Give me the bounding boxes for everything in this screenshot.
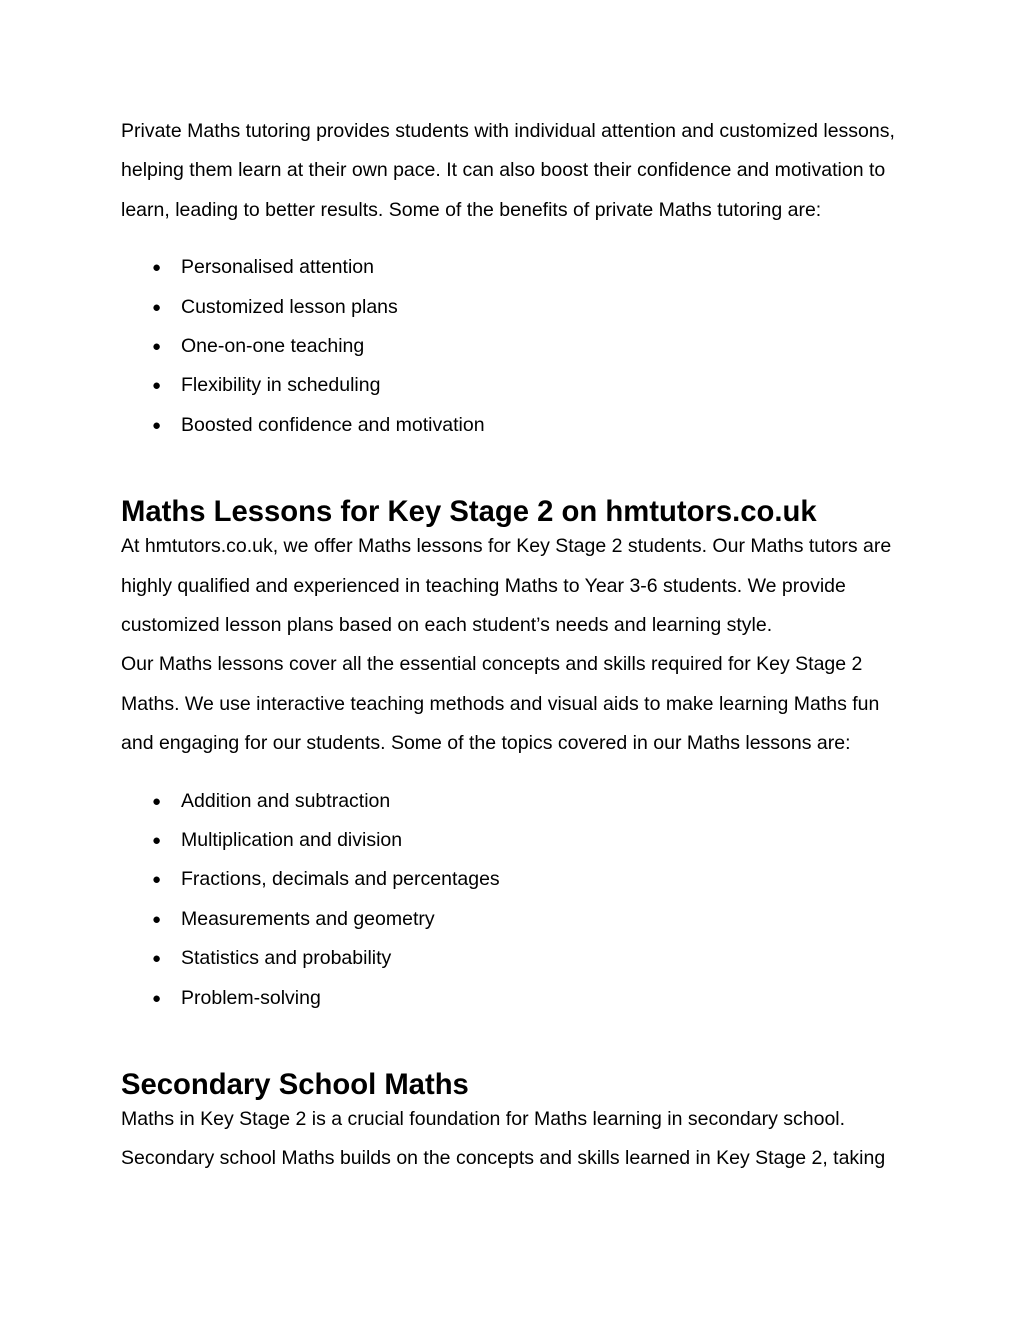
list-item: [121, 900, 911, 939]
list-item: [121, 860, 911, 899]
list-item-text: Fractions, decimals and percentages: [181, 868, 500, 891]
list-item: [121, 366, 911, 405]
bullet-icon: ●: [152, 298, 162, 316]
list-item-text: Problem-solving: [181, 986, 321, 1009]
ks2-heading: Maths Lessons for Key Stage 2 on hmtutors.co.uk: [121, 496, 817, 529]
bullet-icon: ●: [152, 259, 162, 277]
bullet-icon: ●: [152, 416, 162, 434]
bullet-icon: ●: [152, 377, 162, 395]
list-item-text: Boosted confidence and motivation: [181, 413, 485, 436]
list-item: [121, 821, 911, 860]
bullet-icon: ●: [152, 338, 162, 355]
bullet-icon: ●: [152, 950, 162, 968]
list-item-text: Statistics and probability: [181, 947, 392, 970]
list-item: [121, 782, 911, 821]
list-item: [121, 979, 911, 1018]
list-item: [121, 406, 911, 445]
list-item-text: Multiplication and division: [181, 829, 403, 851]
list-item: [121, 288, 911, 327]
intro-paragraph: Private Maths tutoring provides students with individual attention and customized lessons, helping them learn at their own pace. It can also boost their confidence and motivation to learn, leading to better results. Some of the benefits of private Maths tutoring are:: [121, 120, 895, 221]
ks2-paragraph-1: At hmtutors.co.uk, we offer Maths lessons for Key Stage 2 students. Our Maths tutors are highly qualified and experienced in teaching Maths to Year 3-6 students. We provide customized lesson plans based on each student’s needs and learning style.: [121, 535, 892, 636]
bullet-icon: ●: [152, 832, 162, 849]
document-page: [121, 112, 911, 1179]
list-item-text: Measurements and geometry: [181, 907, 435, 930]
list-item-text: One-on-one teaching: [181, 335, 365, 357]
bullet-icon: ●: [152, 871, 162, 889]
list-item: [121, 327, 911, 366]
secondary-heading: Secondary School Maths: [121, 1068, 469, 1101]
list-item-text: Personalised attention: [181, 256, 374, 279]
list-item-text: Customized lesson plans: [181, 295, 398, 318]
topics-list: [121, 782, 911, 1018]
ks2-paragraph-2: Our Maths lessons cover all the essential concepts and skills required for Key Stage 2 Maths. We use interactive teaching methods and visual aids to make learning Maths fun and engaging for our students. Some of the topics covered in our Maths lessons are:: [121, 653, 880, 755]
list-item-text: Flexibility in scheduling: [181, 374, 381, 397]
list-item: [121, 248, 911, 287]
benefits-list: [121, 248, 911, 445]
secondary-paragraph: Maths in Key Stage 2 is a crucial foundation for Maths learning in secondary school. Secondary school Maths builds on the concepts and skills learned in Key Stage 2, taking: [121, 1107, 886, 1170]
list-item: [121, 939, 911, 978]
bullet-icon: ●: [152, 910, 162, 928]
list-item-text: Addition and subtraction: [181, 789, 391, 812]
bullet-icon: ●: [152, 989, 162, 1007]
bullet-icon: ●: [152, 792, 162, 810]
